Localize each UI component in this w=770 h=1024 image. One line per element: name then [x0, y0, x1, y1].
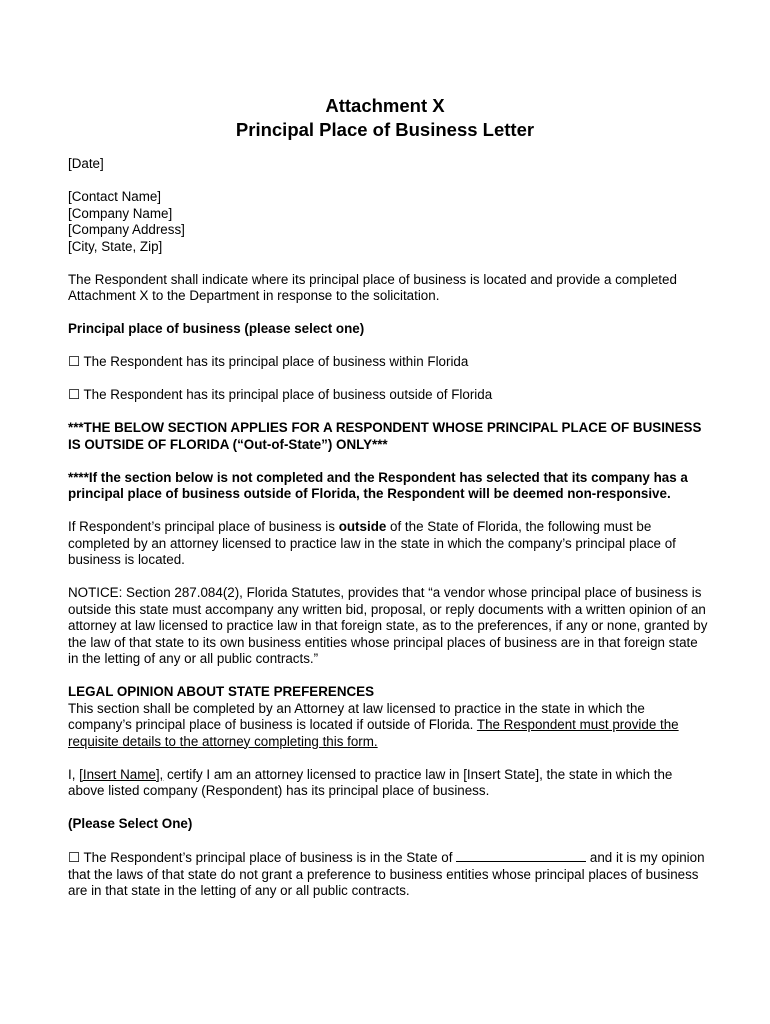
option-within-label: The Respondent has its principal place of business within Florida [83, 354, 469, 369]
legal-opinion-heading: LEGAL OPINION ABOUT STATE PREFERENCES [68, 684, 375, 699]
document-subtitle: Principal Place of Business Letter [235, 119, 535, 140]
document-body [68, 156, 708, 916]
letter-date: [Date] [68, 156, 104, 171]
certify-paragraph [68, 767, 708, 800]
outside-florida-paragraph [68, 519, 708, 569]
please-select-label: (Please Select One) [68, 816, 193, 831]
contact-name: [Contact Name] [68, 189, 162, 204]
city-state-zip: [City, State, Zip] [68, 238, 163, 254]
non-responsive-warning: ****If the section below is not completed and the Respondent has selected that its company has a principal place of business outside of Florida, the Respondent will be deemed non-responsive. [68, 469, 688, 501]
checkbox-within[interactable]: ☐ [68, 354, 81, 369]
out-of-state-notice: ***THE BELOW SECTION APPLIES FOR A RESPONDENT WHOSE PRINCIPAL PLACE OF BUSINESS IS OUTSIDE OF FLORIDA (“Out-of-State”) ONLY*** [68, 420, 702, 452]
checkbox-outside[interactable]: ☐ [68, 387, 81, 402]
insert-name-field[interactable]: [Insert Name], [79, 766, 164, 782]
outside-text-part2: of the State of Florida, the following must be completed by an attorney licensed to practice law in the state in which the company’s principal place of business is located. [68, 519, 676, 567]
outside-text-part1: If Respondent’s principal place of business is [68, 519, 339, 534]
legal-opinion-text: This section shall be completed by an Attorney at law licensed to practice in the state in which the company’s principal place of business is located if outside of Florida. [68, 700, 645, 732]
opinion-text-part2: and it is my opinion that the laws of that state do not grant a preference to business entities whose principal places of business are in that state in the letting of any or all public contracts. [68, 850, 705, 898]
option-outside-label: The Respondent has its principal place of business outside of Florida [83, 387, 493, 402]
legal-opinion-underlined: The Respondent must provide the requisite details to the attorney completing this form. [68, 717, 679, 749]
state-blank-field[interactable] [456, 849, 586, 862]
opinion-text-part1: The Respondent’s principal place of business is in the State of [83, 850, 457, 865]
certify-prefix: I, [68, 766, 80, 782]
recipient-address-block [68, 189, 708, 255]
document-title: Attachment X [325, 95, 445, 116]
option-outside-florida[interactable] [68, 387, 708, 404]
company-name: [Company Name] [68, 205, 173, 221]
legal-opinion-paragraph [68, 701, 708, 751]
option-within-florida[interactable] [68, 354, 708, 371]
checkbox-opinion[interactable]: ☐ [68, 850, 81, 865]
opinion-option[interactable] [68, 849, 708, 900]
company-address: [Company Address] [68, 222, 185, 237]
selection-heading: Principal place of business (please select one) [68, 321, 365, 336]
document-header [0, 94, 770, 142]
intro-paragraph: The Respondent shall indicate where its principal place of business is located and provide a completed Attachment X to the Department in response to the solicitation. [68, 271, 677, 303]
certify-text: certify I am an attorney licensed to practice law in [Insert State], the state in which the above listed company (Respondent) has its principal place of business. [68, 766, 673, 798]
outside-bold-word: outside [338, 519, 387, 534]
statute-notice: NOTICE: Section 287.084(2), Florida Statutes, provides that “a vendor whose principal place of business is outside this state must accompany any written bid, proposal, or reply documents with a written opinion of an attorney at law licensed to practice law in that foreign state, as to the preferences, if any or none, granted by the law of that state to its own business entities whose principal places of business are in that foreign state in the letting of any or all public contracts.” [68, 585, 708, 666]
